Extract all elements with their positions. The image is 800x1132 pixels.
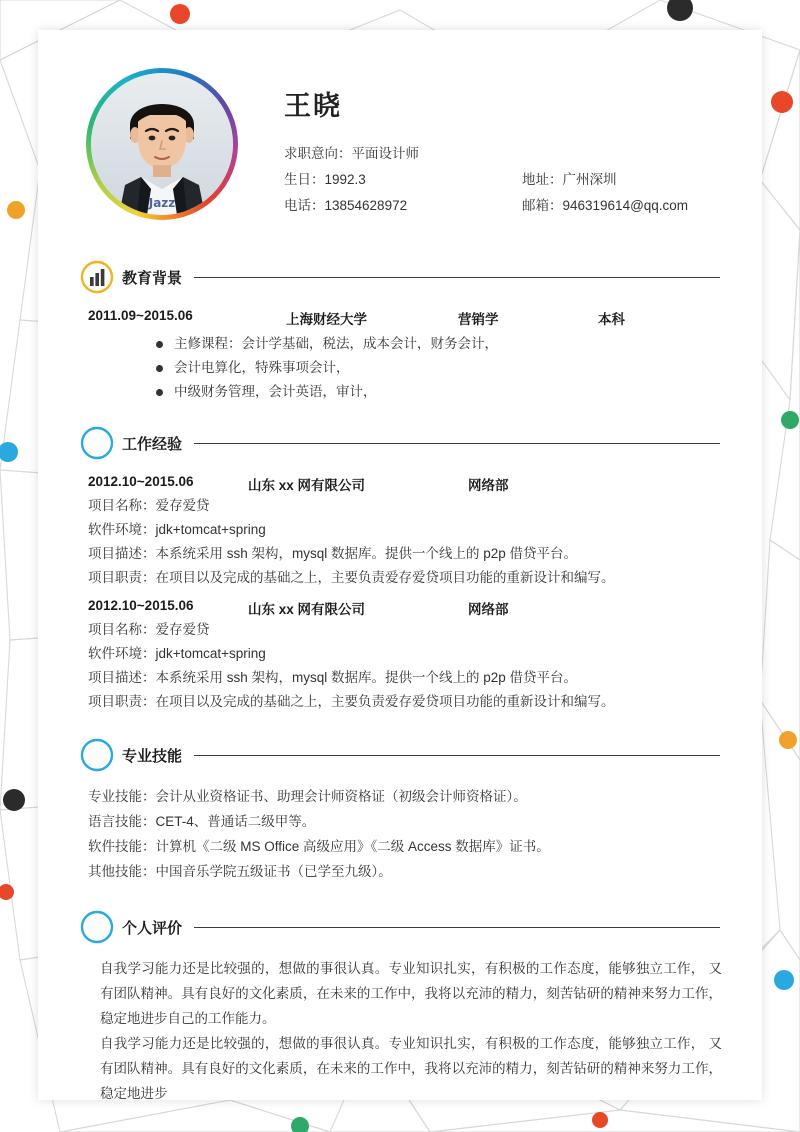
section-education <box>78 260 722 404</box>
skill-value: 中国音乐学院五级证书（已学至九级）。 <box>155 864 392 879</box>
phone-label: 电话： <box>284 198 325 213</box>
education-school: 上海财经大学 <box>286 312 367 327</box>
decoration-dot <box>3 789 25 811</box>
work-detail-label: 项目描述： <box>88 670 156 685</box>
decoration-dot <box>771 91 793 113</box>
work-detail-value: 爱存爱贷 <box>155 622 210 637</box>
resume-page <box>38 30 762 1100</box>
decoration-dot <box>7 201 25 219</box>
skill-label: 语言技能： <box>88 814 156 829</box>
skill-item <box>88 809 722 834</box>
education-major: 营销学 <box>458 312 499 327</box>
work-date: 2012.10~2015.06 <box>88 598 194 613</box>
work-company: 山东 xx 网有限公司 <box>248 602 366 617</box>
email-value: 946319614@qq.com <box>562 198 689 213</box>
work-detail-label: 项目描述： <box>88 546 156 561</box>
circle-icon <box>80 910 114 944</box>
avatar <box>86 68 238 220</box>
section-divider <box>194 277 720 278</box>
objective-value: 平面设计师 <box>351 146 419 161</box>
address-label: 地址： <box>522 172 563 187</box>
work-date: 2012.10~2015.06 <box>88 474 194 489</box>
skill-item <box>88 784 722 809</box>
skill-value: CET-4、普通话二级甲等。 <box>155 814 316 829</box>
education-entry <box>88 308 722 328</box>
work-detail-value: 在项目以及完成的基础之上，主要负责爱存爱贷项目功能的重新设计和编写。 <box>155 694 615 709</box>
email-label: 邮箱： <box>522 198 563 213</box>
work-detail-label: 项目名称： <box>88 622 156 637</box>
work-detail <box>88 618 722 642</box>
work-detail <box>88 566 722 590</box>
work-detail-label: 项目职责： <box>88 570 156 585</box>
section-work <box>78 426 722 714</box>
work-department: 网络部 <box>468 478 509 493</box>
work-detail <box>88 494 722 518</box>
work-detail-label: 软件环境： <box>88 646 156 661</box>
work-detail-label: 软件环境： <box>88 522 156 537</box>
work-entry <box>88 474 722 590</box>
decoration-dot <box>592 1112 608 1128</box>
section-header-education <box>78 260 722 294</box>
phone-row <box>284 193 522 219</box>
section-title-evaluation: 个人评价 <box>122 919 183 937</box>
work-detail-value: jdk+tomcat+spring <box>155 646 266 661</box>
education-degree: 本科 <box>598 312 625 327</box>
section-title-skills: 专业技能 <box>122 747 183 765</box>
bar-chart-icon <box>80 260 114 294</box>
skill-label: 其他技能： <box>88 864 156 879</box>
work-detail-value: 本系统采用 ssh 架构，mysql 数据库。提供一个线上的 p2p 借贷平台。 <box>155 546 578 561</box>
decoration-dot <box>774 970 794 990</box>
skill-value: 会计从业资格证书、助理会计师资格证（初级会计师资格证）。 <box>155 789 527 804</box>
evaluation-paragraph: 自我学习能力还是比较强的，想做的事很认真。专业知识扎实，有积极的工作态度，能够独立工作， 又有团队精神。具有良好的文化素质，在未来的工作中，我将以充沛的精力，刻苦钻研的精神来努力工作， 稳定地进步自己的工作能力。 <box>100 961 722 1026</box>
section-header-work <box>78 426 722 460</box>
skill-value: 计算机《二级 MS Office 高级应用》《二级 Access 数据库》证书。 <box>155 839 550 854</box>
birth-row <box>284 167 522 193</box>
decoration-dot <box>781 411 799 429</box>
list-item: 中级财务管理，会计英语，审计， <box>156 380 722 404</box>
section-divider <box>194 927 720 928</box>
page-title: 王晓 <box>284 91 342 121</box>
address-row <box>522 167 772 193</box>
section-divider <box>194 443 720 444</box>
decoration-dot <box>170 4 190 24</box>
skill-item <box>88 859 722 884</box>
work-entry <box>88 598 722 714</box>
education-date: 2011.09~2015.06 <box>88 308 193 323</box>
birth-label: 生日： <box>284 172 325 187</box>
section-skills <box>78 738 722 884</box>
phone-value: 13854628972 <box>324 198 408 213</box>
address-value: 广州深圳 <box>562 172 617 187</box>
work-detail <box>88 518 722 542</box>
work-detail-value: 在项目以及完成的基础之上，主要负责爱存爱贷项目功能的重新设计和编写。 <box>155 570 615 585</box>
work-detail <box>88 690 722 714</box>
work-department: 网络部 <box>468 602 509 617</box>
list-item: 会计电算化，特殊事项会计， <box>156 356 722 380</box>
work-detail <box>88 666 722 690</box>
work-detail-value: jdk+tomcat+spring <box>155 522 266 537</box>
work-detail <box>88 542 722 566</box>
email-row <box>522 193 772 219</box>
evaluation-body <box>100 948 722 1106</box>
evaluation-paragraph: 自我学习能力还是比较强的，想做的事很认真。专业知识扎实，有积极的工作态度，能够独立工作， 又有团队精神。具有良好的文化素质，在未来的工作中，我将以充沛的精力，刻苦钻研的精神来努力工作， 稳定地进步 <box>100 1036 722 1101</box>
section-divider <box>194 755 720 756</box>
work-detail <box>88 642 722 666</box>
avatar-photo <box>91 73 233 215</box>
skill-label: 专业技能： <box>88 789 156 804</box>
work-detail-value: 爱存爱贷 <box>155 498 210 513</box>
section-evaluation <box>78 910 722 1106</box>
education-course-list <box>78 332 722 404</box>
skill-item <box>88 834 722 859</box>
section-header-evaluation <box>78 910 722 944</box>
svg-text:Jazz: Jazz <box>148 196 176 210</box>
objective-row <box>284 141 522 167</box>
skills-list <box>88 776 722 884</box>
work-detail-value: 本系统采用 ssh 架构，mysql 数据库。提供一个线上的 p2p 借贷平台。 <box>155 670 578 685</box>
section-title-work: 工作经验 <box>122 435 183 453</box>
work-detail-label: 项目名称： <box>88 498 156 513</box>
circle-icon <box>80 738 114 772</box>
work-company: 山东 xx 网有限公司 <box>248 478 366 493</box>
objective-label: 求职意向： <box>284 146 352 161</box>
section-title-education: 教育背景 <box>122 269 183 287</box>
decoration-dot <box>779 731 797 749</box>
list-item: 主修课程：会计学基础，税法，成本会计，财务会计， <box>156 332 722 356</box>
circle-icon <box>80 426 114 460</box>
section-header-skills <box>78 738 722 772</box>
birth-value: 1992.3 <box>324 172 366 187</box>
skill-label: 软件技能： <box>88 839 156 854</box>
work-detail-label: 项目职责： <box>88 694 156 709</box>
resume-header <box>78 64 722 254</box>
